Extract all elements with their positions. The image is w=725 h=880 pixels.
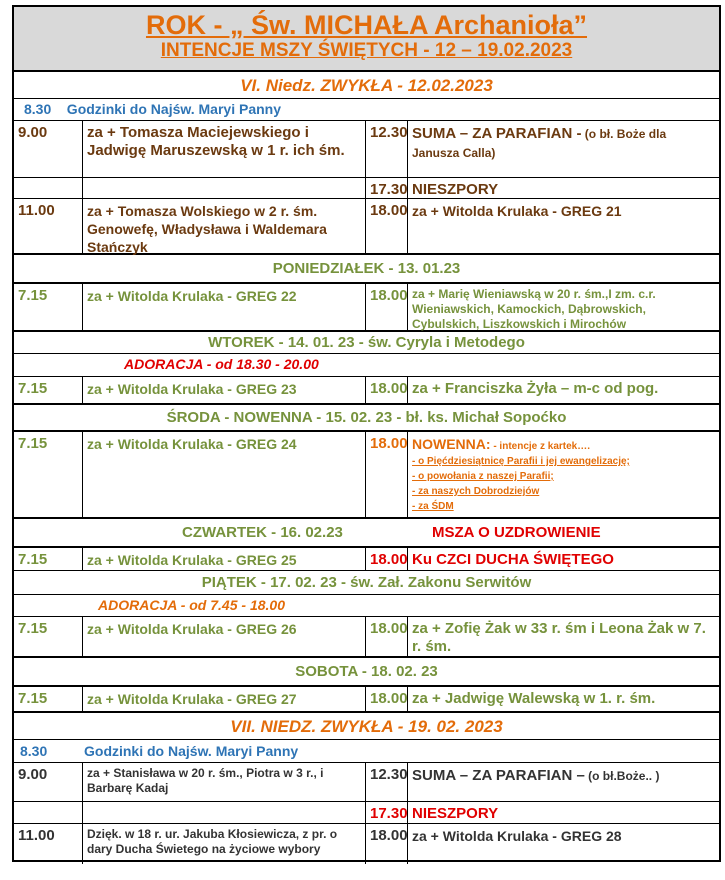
mass-intention: za + Witolda Krulaka - GREG 28 <box>407 824 719 864</box>
empty-cell <box>82 802 365 823</box>
mass-intention: NIESZPORY <box>407 802 719 823</box>
empty-cell <box>82 178 365 198</box>
tuesday-label: WTOREK - 14. 01. 23 - św. Cyryla i Metodego <box>208 334 525 351</box>
mass-intention: za + Witolda Krulaka - GREG 25 <box>82 548 365 570</box>
page-title: ROK - „ Św. MICHAŁA Archanioła” <box>145 10 588 40</box>
mass-time: 18.00 <box>365 432 407 517</box>
novena-line: - za naszych Dobrodziejów <box>412 486 540 497</box>
mass-intention: za + Tomasza Maciejewskiego i Jadwigę Maruszewską w 1 r. ich śm. <box>82 121 365 177</box>
adoration-text: ADORACJA - od 7.45 - 18.00 <box>98 597 285 613</box>
novena-line: - za ŚDM <box>412 501 454 512</box>
adoration-text: ADORACJA - od 18.30 - 20.00 <box>124 356 319 372</box>
mass-time: 18.00 <box>365 284 407 330</box>
suma-label: SUMA – ZA PARAFIAN - <box>412 125 582 142</box>
mass-intention: za + Stanisława w 20 r. śm., Piotra w 3 r., i Barbarę Kadaj <box>82 763 365 801</box>
mass-row <box>14 548 719 571</box>
godzinki-row <box>14 740 719 763</box>
friday-label: PIĄTEK - 17. 02. 23 - św. Zał. Zakonu Serwitów <box>201 574 532 591</box>
page-subtitle: INTENCJE MSZY ŚWIĘTYCH - 12 – 19.02.2023 <box>160 40 573 61</box>
empty-cell <box>14 178 82 198</box>
mass-time: 17.30 <box>365 178 407 198</box>
mass-intention: za + Tomasza Wolskiego w 2 r. śm. Genowefę, Władysława i Waldemara Stańczyk <box>82 199 365 253</box>
mass-row <box>14 763 719 802</box>
wednesday-label: ŚRODA - NOWENNA - 15. 02. 23 - bł. ks. Michał Sopoćko <box>166 409 567 426</box>
mass-time: 7.15 <box>18 551 48 568</box>
day-header-tuesday <box>14 332 719 354</box>
mass-time: 7.15 <box>18 690 48 707</box>
mass-time: 9.00 <box>18 124 48 141</box>
day-header-friday <box>14 571 719 595</box>
mass-intention: za + Marię Wieniawską w 20 r. śm.,I zm. c.r. Wieniawskich, Kamockich, Dąbrowskich, Cybulskich, Liszkowskich i Mirochów <box>407 284 719 330</box>
mass-time: 11.00 <box>18 202 55 219</box>
mass-time: 18.00 <box>365 199 407 253</box>
mass-time: 18.00 <box>365 687 407 711</box>
mass-time: 7.15 <box>18 620 48 637</box>
thursday-label: CZWARTEK - 16. 02.23 <box>182 524 343 541</box>
mass-intention: za + Witolda Krulaka - GREG 23 <box>82 377 365 403</box>
mass-time: 9.00 <box>18 766 48 783</box>
empty-cell <box>14 802 82 823</box>
mass-intention: za + Witolda Krulaka - GREG 22 <box>82 284 365 330</box>
saturday-label: SOBOTA - 18. 02. 23 <box>295 663 438 680</box>
mass-row <box>14 432 719 519</box>
mass-time: 7.15 <box>18 380 48 397</box>
novena-line: - intencje z kartek…. <box>490 441 591 452</box>
suma-note: (o bł. Boże dla Janusza Calla) <box>412 127 667 160</box>
godzinki-row <box>14 99 719 121</box>
mass-time: 18.00 <box>365 617 407 656</box>
title-block <box>14 7 719 72</box>
sunday1-label: VI. Niedz. ZWYKŁA - 12.02.2023 <box>240 76 493 95</box>
monday-label: PONIEDZIAŁEK - 13. 01.23 <box>272 260 461 277</box>
mass-intention: Ku CZCI DUCHA ŚWIĘTEGO <box>407 548 719 570</box>
mass-row <box>14 802 719 824</box>
mass-intention: za + Witolda Krulaka - GREG 27 <box>82 687 365 711</box>
mass-row <box>14 121 719 178</box>
day-header-sunday2 <box>14 713 719 740</box>
mass-time: 18.00 <box>365 377 407 403</box>
mass-intention <box>407 763 719 801</box>
godzinki-text: Godzinki do Najśw. Maryi Panny <box>84 743 299 759</box>
mass-time: 11.00 <box>18 827 55 844</box>
mass-row <box>14 824 719 864</box>
mass-row <box>14 178 719 199</box>
day-header-wednesday <box>14 405 719 432</box>
mass-intention: za + Witolda Krulaka - GREG 24 <box>82 432 365 517</box>
day-header-sunday1 <box>14 72 719 99</box>
mass-intention: za + Witolda Krulaka - GREG 26 <box>82 617 365 656</box>
mass-intention <box>407 121 719 177</box>
mass-intention: za + Zofię Żak w 33 r. śm i Leona Żak w 7. r. śm. <box>407 617 719 656</box>
mass-row <box>14 377 719 405</box>
adoration-row <box>14 595 719 617</box>
mass-intention: NIESZPORY <box>407 178 719 198</box>
mass-time: 17.30 <box>365 802 407 823</box>
mass-row <box>14 687 719 713</box>
thursday-special: MSZA O UZDROWIENIE <box>432 524 601 541</box>
mass-time: 18.00 <box>365 548 407 570</box>
mass-intention: Dzięk. w 18 r. ur. Jakuba Kłosiewicza, z pr. o dary Ducha Świetego na życiowe wybory <box>82 824 365 864</box>
godzinki-text: 8.30 Godzinki do Najśw. Maryi Panny <box>24 101 281 117</box>
mass-intention: za + Franciszka Żyła – m-c od pog. <box>407 377 719 403</box>
mass-row <box>14 284 719 332</box>
novena-line: - o powołania z naszej Parafii; <box>412 471 554 482</box>
suma-note: (o bł.Boże.. ) <box>584 769 660 783</box>
mass-time: 7.15 <box>18 287 48 304</box>
suma-label: SUMA – ZA PARAFIAN – <box>412 767 585 784</box>
day-header-saturday <box>14 658 719 687</box>
mass-row <box>14 617 719 658</box>
mass-intention: za + Jadwigę Walewską w 1. r. śm. <box>407 687 719 711</box>
day-header-thursday <box>14 519 719 548</box>
mass-row <box>14 199 719 255</box>
sunday2-label: VII. NIEDZ. ZWYKŁA - 19. 02. 2023 <box>230 717 503 736</box>
mass-intention: za + Witolda Krulaka - GREG 21 <box>407 199 719 253</box>
godzinki-time: 8.30 <box>20 743 48 759</box>
mass-time: 7.15 <box>18 435 48 452</box>
novena-line: - o Pięćdziesiątnicę Parafii i jej ewangelizację; <box>412 456 630 467</box>
day-header-monday <box>14 255 719 284</box>
mass-time: 12.30 <box>365 763 407 801</box>
mass-time: 18.00 <box>365 824 407 864</box>
novena-title: NOWENNA: <box>412 436 491 452</box>
intentions-sheet <box>12 5 721 862</box>
mass-time: 12.30 <box>365 121 407 177</box>
novena-cell <box>407 432 719 517</box>
adoration-row <box>14 354 719 377</box>
